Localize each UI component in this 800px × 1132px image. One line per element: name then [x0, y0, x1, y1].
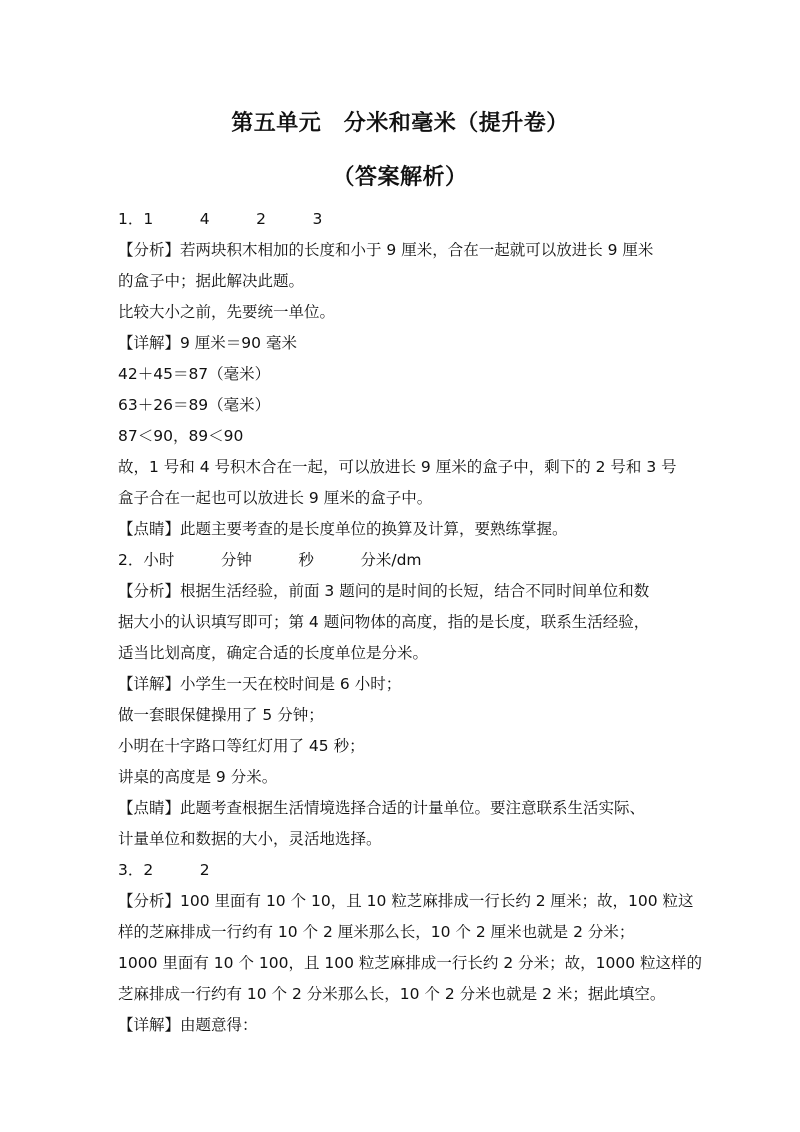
analysis-1-line-1: 【分析】若两块积木相加的长度和小于 9 厘米，合在一起就可以放进长 9 厘米 — [118, 241, 654, 259]
comment-2-line-1: 【点睛】此题考查根据生活情境选择合适的计量单位。要注意联系生活实际、 — [118, 799, 646, 817]
answer-1: 1．1 4 2 3 — [118, 210, 323, 228]
detail-2-line-1: 【详解】小学生一天在校时间是 6 小时； — [118, 675, 402, 693]
detail-1-line-6: 盒子合在一起也可以放进长 9 厘米的盒子中。 — [118, 489, 433, 507]
detail-1-line-3: 63＋26＝89（毫米） — [118, 396, 271, 414]
analysis-3-line-4: 芝麻排成一行约有 10 个 2 分米那么长，10 个 2 分米也就是 2 米；据此填空。 — [118, 985, 666, 1003]
detail-1-line-4: 87＜90，89＜90 — [118, 427, 244, 445]
document-title: 第五单元 分米和毫米（提升卷） — [231, 111, 569, 136]
document-subtitle: （答案解析） — [332, 165, 468, 190]
analysis-1-line-2: 的盒子中；据此解决此题。 — [118, 272, 305, 290]
detail-3-line-1: 【详解】由题意得： — [118, 1016, 258, 1034]
analysis-2-line-2: 据大小的认识填写即可；第 4 题问物体的高度，指的是长度，联系生活经验， — [118, 613, 650, 631]
detail-1-line-1: 【详解】9 厘米＝90 毫米 — [118, 334, 297, 352]
answer-3: 3．2 2 — [118, 861, 210, 879]
analysis-3-line-2: 样的芝麻排成一行约有 10 个 2 厘米那么长，10 个 2 厘米也就是 2 分米； — [118, 923, 635, 941]
detail-2-line-2: 做一套眼保健操用了 5 分钟； — [118, 706, 324, 724]
analysis-3-line-3: 1000 里面有 10 个 100，且 100 粒芝麻排成一行长约 2 分米；故，1000 粒这样的 — [118, 954, 702, 972]
detail-2-line-3: 小明在十字路口等红灯用了 45 秒； — [118, 737, 365, 755]
detail-1-line-2: 42＋45＝87（毫米） — [118, 365, 271, 383]
analysis-3-line-1: 【分析】100 里面有 10 个 10，且 10 粒芝麻排成一行长约 2 厘米；故，100 粒这 — [118, 892, 694, 910]
analysis-1-line-3: 比较大小之前，先要统一单位。 — [118, 303, 336, 321]
answer-2: 2．小时 分钟 秒 分米/dm — [118, 551, 422, 569]
comment-1: 【点睛】此题主要考查的是长度单位的换算及计算，要熟练掌握。 — [118, 520, 568, 538]
analysis-2-line-1: 【分析】根据生活经验，前面 3 题问的是时间的长短，结合不同时间单位和数 — [118, 582, 650, 600]
analysis-2-line-3: 适当比划高度，确定合适的长度单位是分米。 — [118, 644, 429, 662]
comment-2-line-2: 计量单位和数据的大小，灵活地选择。 — [118, 830, 382, 848]
detail-1-line-5: 故，1 号和 4 号积木合在一起，可以放进长 9 厘米的盒子中，剩下的 2 号和 3 号 — [118, 458, 677, 476]
detail-2-line-4: 讲桌的高度是 9 分米。 — [118, 768, 278, 786]
